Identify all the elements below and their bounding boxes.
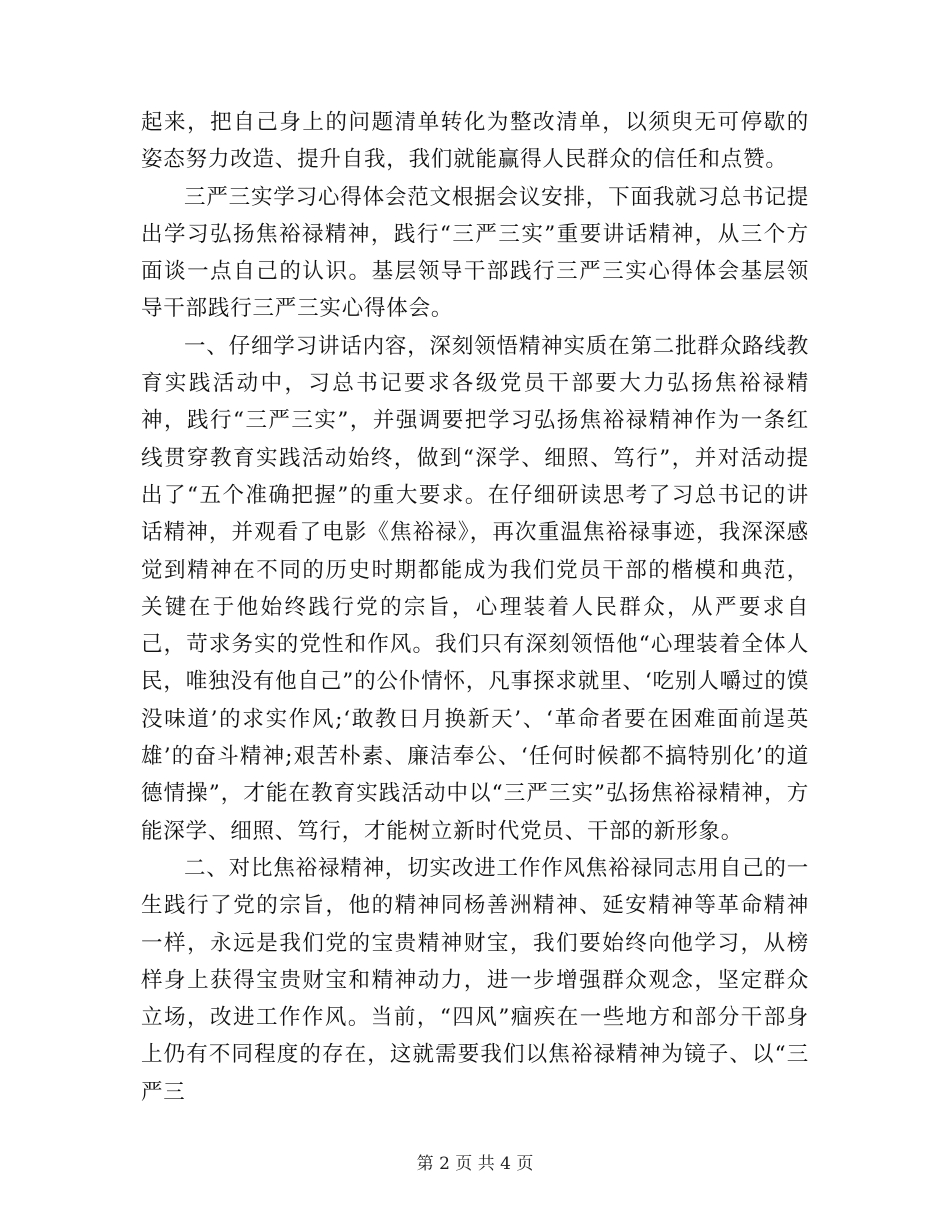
document-body	[141, 104, 809, 1111]
page-number-footer: 第 2 页 共 4 页	[416, 1154, 534, 1174]
paragraph-continuation: 起来，把自己身上的问题清单转化为整改清单，以须臾无可停歇的姿态努力改造、提升自我，我们就能赢得人民群众的信任和点赞。	[141, 110, 809, 173]
paragraph-section-one: 一、仔细学习讲话内容，深刻领悟精神实质在第二批群众路线教育实践活动中，习总书记要求各级党员干部要大力弘扬焦裕禄精神，践行“三严三实”，并强调要把学习弘扬焦裕禄精神作为一条红线贯穿教育实践活动始终，做到“深学、细照、笃行”，并对活动提出了“五个准确把握”的重大要求。在仔细研读思考了习总书记的讲话精神，并观看了电影《焦裕禄》，再次重温焦裕禄事迹，我深深感觉到精神在不同的历史时期都能成为我们党员干部的楷模和典范，关键在于他始终践行党的宗旨，心理装着人民群众，从严要求自己，苛求务实的党性和作风。我们只有深刻领悟他“心理装着全体人民，唯独没有他自己”的公仆情怀，凡事探求就里、‘吃别人嚼过的馍没味道’的求实作风;‘敢教日月换新天’、‘革命者要在困难面前逞英雄’的奋斗精神;艰苦朴素、廉洁奉公、‘任何时候都不搞特别化’的道德情操”，才能在教育实践活动中以“三严三实”弘扬焦裕禄精神，方能深学、细照、笃行，才能树立新时代党员、干部的新形象。	[141, 333, 809, 844]
paragraph-section-two: 二、对比焦裕禄精神，切实改进工作作风焦裕禄同志用自己的一生践行了党的宗旨，他的精神同杨善洲精神、延安精神等革命精神一样，永远是我们党的宝贵精神财宝，我们要始终向他学习，从榜样身上获得宝贵财宝和精神动力，进一步增强群众观念，坚定群众立场，改进工作作风。当前，“四风”痼疾在一些地方和部分干部身上仍有不同程度的存在，这就需要我们以焦裕禄精神为镜子、以“三严三	[141, 855, 809, 1105]
paragraph-introduction: 三严三实学习心得体会范文根据会议安排，下面我就习总书记提出学习弘扬焦裕禄精神，践行“三严三实”重要讲话精神，从三个方面谈一点自己的认识。基层领导干部践行三严三实心得体会基层领导干部践行三严三实心得体会。	[141, 184, 809, 322]
